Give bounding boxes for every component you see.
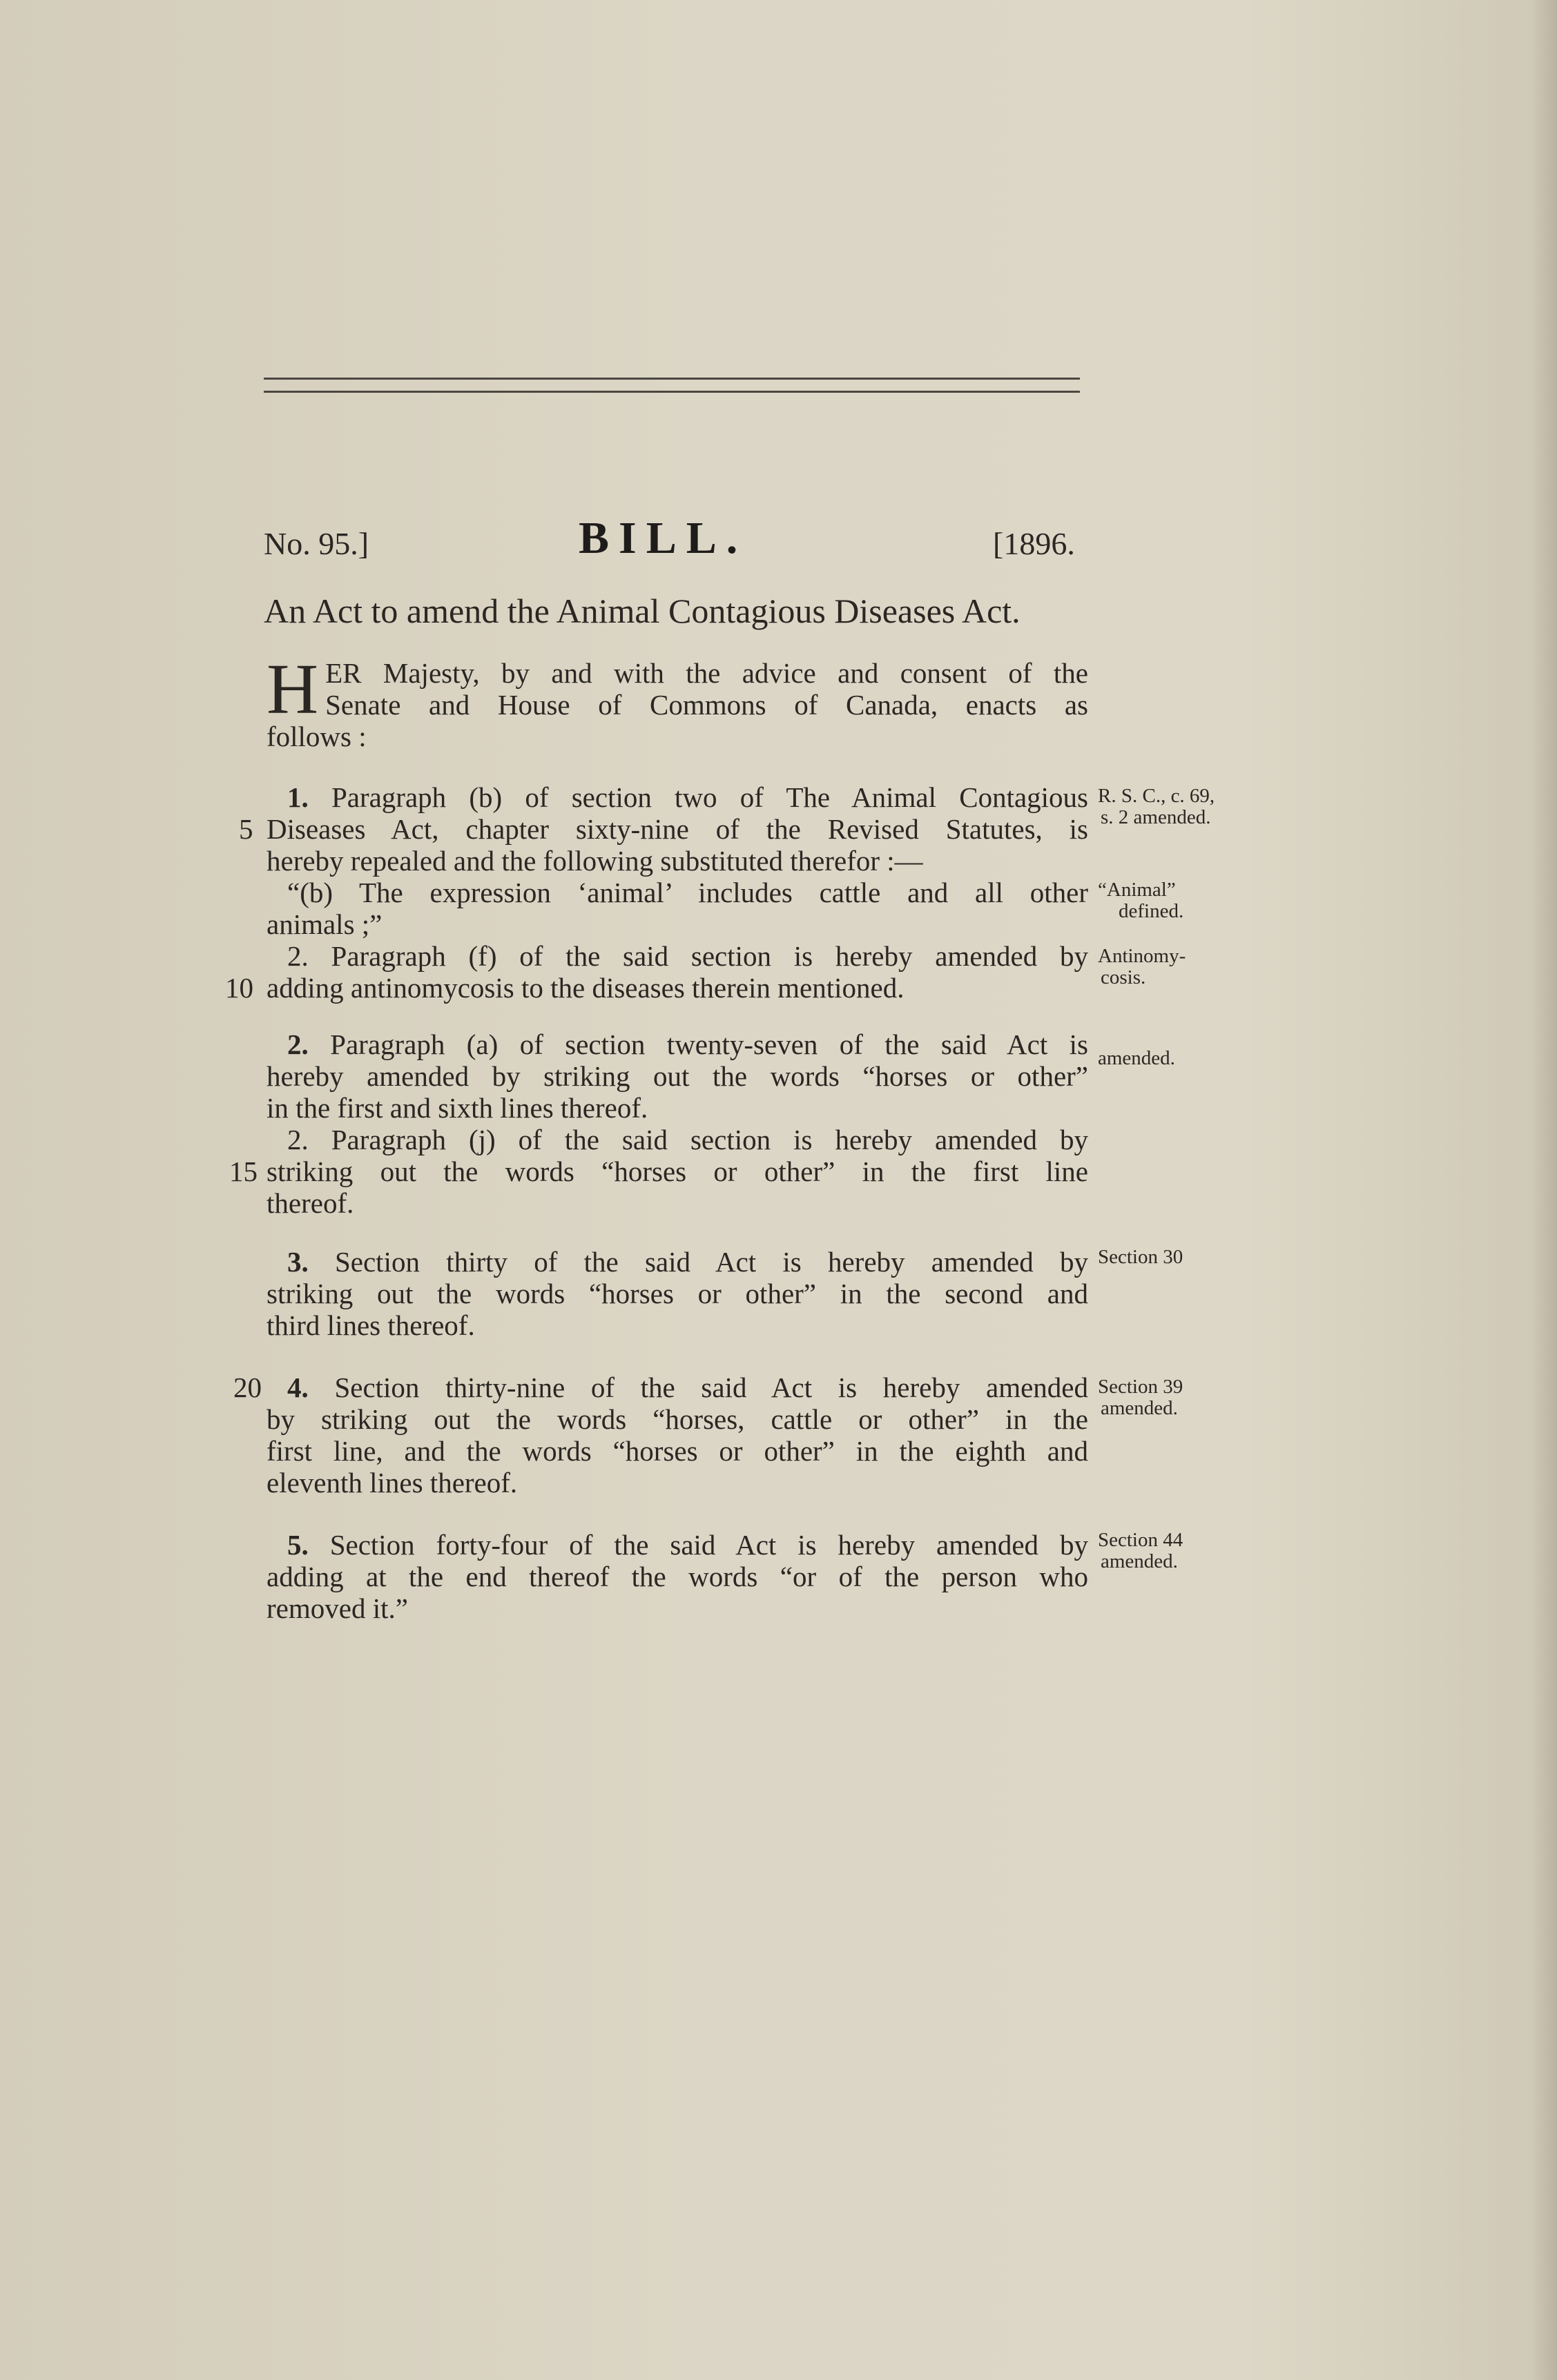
- margin-note: [1098, 946, 1236, 988]
- margin-note: [1098, 1048, 1236, 1069]
- section-line: animals ;”: [267, 908, 383, 940]
- section-line: adding at the end thereof the words “or of the person who: [267, 1561, 1088, 1592]
- margin-note: [1098, 879, 1236, 922]
- section-line: striking out the words “horses or other” in the second and: [267, 1278, 1088, 1309]
- section-5: [267, 1529, 1088, 1624]
- preamble-line: Senate and House of Commons of Canada, enacts as: [325, 689, 1088, 721]
- section-line: adding antinomycosis to the diseases therein mentioned.: [267, 972, 905, 1004]
- margin-note-line: Section 39: [1098, 1376, 1183, 1398]
- top-rule-second: [264, 391, 1080, 393]
- section-text: Section thirty of the said Act is hereby amended by: [334, 1246, 1088, 1278]
- section-text: Section thirty-nine of the said Act is hereby amended: [334, 1372, 1089, 1403]
- section-number: 4.: [287, 1372, 309, 1403]
- section-1: [267, 781, 1088, 1004]
- section-text: Paragraph (a) of section twenty-seven of the said Act is: [330, 1028, 1089, 1060]
- section-text: Section forty-four of the said Act is hereby amended by: [329, 1529, 1088, 1561]
- line-number: 20: [233, 1372, 262, 1403]
- section-number: 5.: [287, 1529, 309, 1561]
- margin-note-line: amended.: [1098, 1047, 1175, 1069]
- section-line: in the first and sixth lines thereof.: [267, 1092, 648, 1124]
- section-line: removed it.”: [267, 1592, 408, 1624]
- section-line: hereby repealed and the following substituted therefor :—: [267, 845, 923, 877]
- margin-note-line: amended.: [1101, 1397, 1178, 1419]
- margin-note: [1098, 1376, 1236, 1419]
- margin-note-line: Antinomy-: [1098, 945, 1186, 967]
- margin-note: [1098, 1530, 1236, 1572]
- act-title: An Act to amend the Animal Contagious Diseases Act.: [264, 592, 1021, 630]
- margin-note-line: amended.: [1101, 1550, 1178, 1572]
- top-rule: [264, 378, 1080, 380]
- section-number: 1.: [287, 781, 309, 813]
- bill-number: No. 95.]: [264, 526, 369, 561]
- section-line: 2. Paragraph (j) of the said section is hereby amended by: [287, 1124, 1088, 1155]
- section-line: thereof.: [267, 1187, 354, 1219]
- section-line: first line, and the words “horses or other” in the eighth and: [267, 1435, 1088, 1467]
- line-number: 5: [239, 813, 253, 845]
- section-3: [267, 1246, 1088, 1341]
- section-line: third lines thereof.: [267, 1309, 475, 1341]
- section-number: 2.: [287, 1028, 309, 1060]
- section-text: Paragraph (b) of section two of The Animal Contagious: [331, 781, 1089, 813]
- margin-note-line: s. 2 amended.: [1101, 806, 1211, 828]
- section-2: [267, 1028, 1088, 1219]
- section-line: [267, 1246, 1088, 1278]
- section-line: 2. Paragraph (f) of the said section is hereby amended by: [287, 940, 1088, 972]
- margin-note-line: R. S. C., c. 69,: [1098, 785, 1215, 807]
- section-line: Diseases Act, chapter sixty-nine of the Revised Statutes, is: [267, 813, 1088, 845]
- bill-year: [1896.: [993, 526, 1075, 561]
- dropcap-letter: H: [267, 650, 319, 729]
- margin-note-line: defined.: [1119, 900, 1184, 922]
- section-line: hereby amended by striking out the words “horses or other”: [267, 1060, 1088, 1092]
- section-line: by striking out the words “horses, cattle or other” in the: [267, 1403, 1088, 1435]
- section-line: striking out the words “horses or other” in the first line: [267, 1155, 1088, 1187]
- section-line: [267, 1529, 1088, 1561]
- preamble: [267, 650, 1088, 752]
- section-number: 3.: [287, 1246, 309, 1278]
- margin-note-line: Section 44: [1098, 1529, 1183, 1551]
- line-number: 10: [225, 972, 253, 1004]
- section-line: [267, 781, 1088, 813]
- section-line: “(b) The expression ‘animal’ includes cattle and all other: [287, 877, 1088, 908]
- margin-note-line: Section 30: [1098, 1246, 1183, 1268]
- margin-note: [1098, 1247, 1236, 1268]
- section-4: [267, 1372, 1088, 1499]
- section-line: [267, 1372, 1088, 1403]
- line-number: 15: [229, 1155, 258, 1187]
- margin-note: [1098, 786, 1236, 828]
- preamble-line: ER Majesty, by and with the advice and consent of the: [325, 657, 1088, 689]
- preamble-line: follows :: [267, 721, 367, 752]
- section-line: eleventh lines thereof.: [267, 1467, 518, 1499]
- section-line: [267, 1028, 1088, 1060]
- bill-heading: BILL.: [579, 513, 748, 563]
- margin-note-line: “Animal”: [1098, 879, 1176, 901]
- margin-note-line: cosis.: [1101, 966, 1146, 988]
